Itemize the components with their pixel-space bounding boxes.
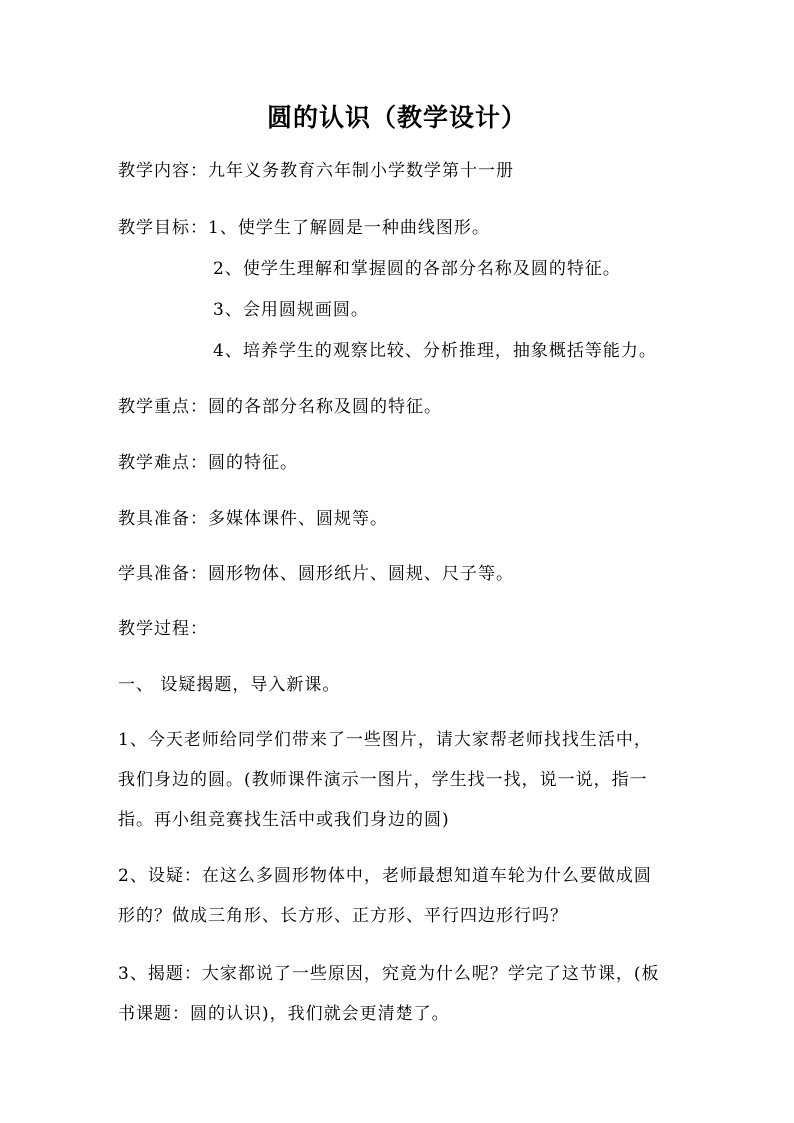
- paragraph-line: 1、今天老师给同学们带来了一些图片，请大家帮老师找找生活中，: [118, 730, 652, 750]
- difficulty-label: 教学难点：: [118, 453, 208, 473]
- teacher-tools-label: 教具准备：: [118, 509, 208, 529]
- objective-item: 3、会用圆规画圆。: [213, 300, 369, 320]
- teaching-content-text: 九年义务教育六年制小学数学第十一册: [208, 161, 514, 181]
- teaching-content-label: 教学内容：: [118, 161, 208, 181]
- paragraph-line: 书课题：圆的认识)，我们就会更清楚了。: [118, 1004, 450, 1024]
- objectives-label: 教学目标：: [118, 218, 208, 238]
- paragraph-line: 指。再小组竞赛找生活中或我们身边的圆): [118, 810, 450, 830]
- key-point-label: 教学重点：: [118, 397, 208, 417]
- objectives-line: [118, 217, 490, 239]
- paragraph-line: 我们身边的圆。(教师课件演示一图片，学生找一找，说一说，指一: [118, 770, 648, 790]
- paragraph-line: 3、揭题：大家都说了一些原因，究竟为什么呢？学完了这节课，(板: [118, 964, 660, 984]
- paragraph-line: 2、设疑：在这么多圆形物体中，老师最想知道车轮为什么要做成圆: [118, 866, 652, 886]
- page-title: 圆的认识（教学设计）: [266, 103, 527, 132]
- student-tools-label: 学具准备：: [118, 564, 208, 584]
- objective-item: 4、培养学生的观察比较、分析推理，抽象概括等能力。: [213, 341, 657, 361]
- process-label: 教学过程：: [118, 619, 208, 639]
- teacher-tools-line: [118, 508, 388, 530]
- difficulty-line: [118, 452, 298, 474]
- section-heading: 一、 设疑揭题，导入新课。: [118, 675, 341, 695]
- paragraph-line: 形的？做成三角形、长方形、正方形、平行四边形行吗？: [118, 906, 568, 926]
- difficulty-text: 圆的特征。: [208, 453, 298, 473]
- student-tools-line: [118, 563, 514, 585]
- objective-item: 1、使学生了解圆是一种曲线图形。: [208, 218, 490, 238]
- key-point-line: [118, 396, 442, 418]
- objective-item: 2、使学生理解和掌握圆的各部分名称及圆的特征。: [213, 259, 621, 279]
- teacher-tools-text: 多媒体课件、圆规等。: [208, 509, 388, 529]
- student-tools-text: 圆形物体、圆形纸片、圆规、尺子等。: [208, 564, 514, 584]
- teaching-content-line: [118, 160, 514, 182]
- key-point-text: 圆的各部分名称及圆的特征。: [208, 397, 442, 417]
